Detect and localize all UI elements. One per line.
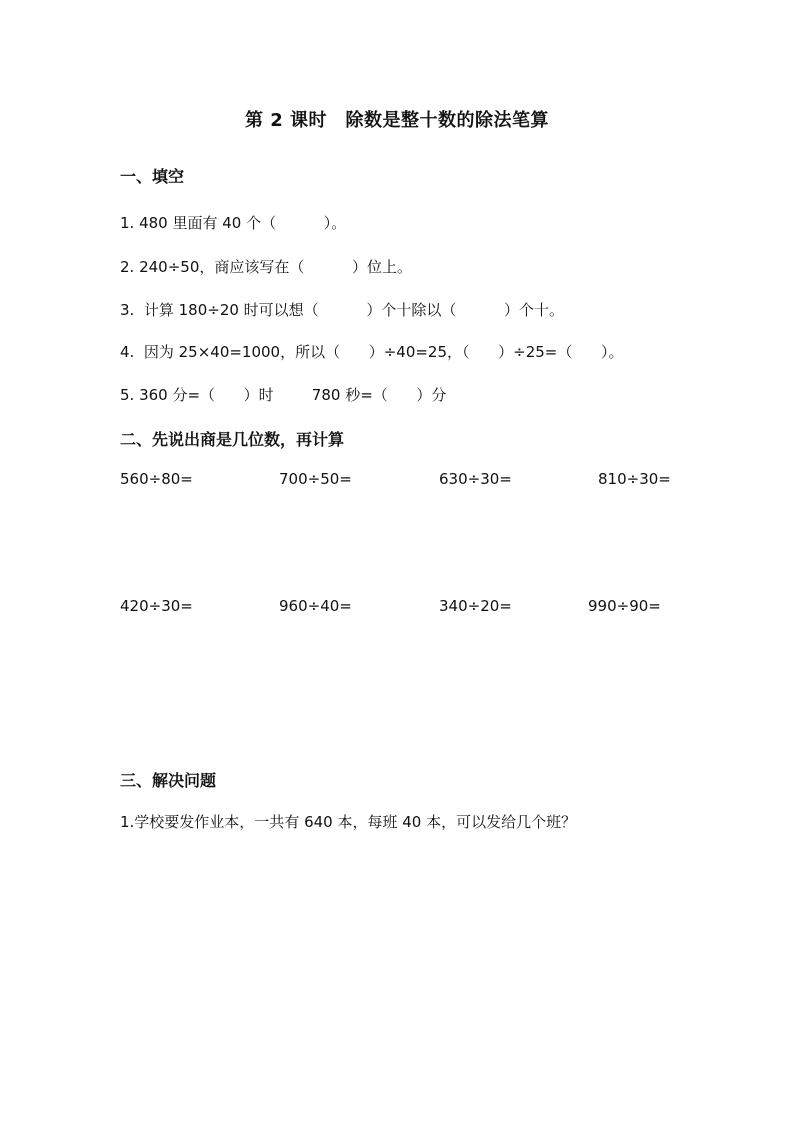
page-title: 第 2 课时 除数是整十数的除法笔算 — [244, 110, 550, 131]
calc-problem: 810÷30= — [598, 470, 671, 488]
question-1-3: 3. 计算 180÷20 时可以想（ ）个十除以（ ）个十。 — [120, 301, 565, 319]
calc-problem: 960÷40= — [279, 597, 352, 615]
calc-problem: 340÷20= — [439, 597, 512, 615]
section-heading-fill-in: 一、填空 — [120, 167, 185, 186]
question-1-2: 2. 240÷50，商应该写在（ ）位上。 — [120, 258, 413, 276]
calc-problem: 700÷50= — [279, 470, 352, 488]
question-1-4: 4. 因为 25×40=1000，所以（ ）÷40=25，（ ）÷25=（ ）。 — [120, 343, 624, 361]
calc-problem: 630÷30= — [439, 470, 512, 488]
calc-problem: 420÷30= — [120, 597, 193, 615]
question-1-5: 5. 360 分=（ ）时 780 秒=（ ）分 — [120, 386, 447, 404]
section-heading-problem-solving: 三、解决问题 — [120, 771, 217, 790]
calc-problem: 990÷90= — [588, 597, 661, 615]
word-problem-1: 1.学校要发作业本，一共有 640 本，每班 40 本，可以发给几个班？ — [120, 813, 577, 831]
section-heading-calculate: 二、先说出商是几位数，再计算 — [120, 430, 345, 449]
calc-problem: 560÷80= — [120, 470, 193, 488]
question-1-1: 1. 480 里面有 40 个（ ）。 — [120, 214, 347, 232]
